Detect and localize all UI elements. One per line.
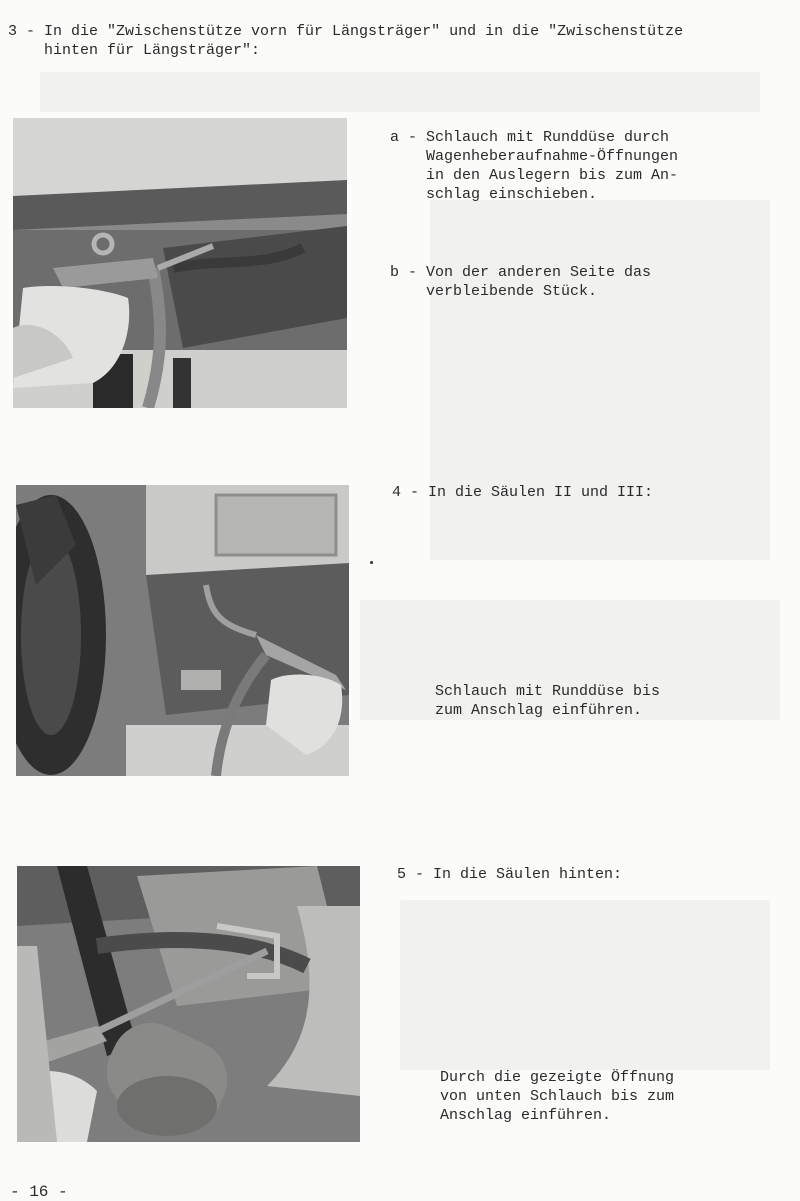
section-5-caption-line-1: Durch die gezeigte Öffnung: [440, 1069, 675, 1086]
bleed-through-block-right: [430, 200, 770, 560]
bleed-through-band-top: [40, 72, 760, 112]
section-3-b-line-1: b - Von der anderen Seite das: [390, 264, 652, 281]
section-5-caption-line-3: Anschlag einführen.: [440, 1107, 612, 1124]
photo-spray-gun-longitudinal-member: [13, 118, 347, 408]
section-3-a-line-1: a - Schlauch mit Runddüse durch: [390, 129, 670, 146]
section-3-b-line-2: verbleibende Stück.: [390, 283, 598, 300]
section-4-caption-line-2: zum Anschlag einführen.: [435, 702, 643, 719]
section-3-a-line-3: in den Auslegern bis zum An-: [390, 167, 679, 184]
section-3-heading-line-2: hinten für Längsträger":: [8, 42, 261, 59]
section-3-a-line-2: Wagenheberaufnahme-Öffnungen: [390, 148, 679, 165]
section-3-heading-line-1: 3 - In die "Zwischenstütze vorn für Längsträger" und in die "Zwischenstütze: [8, 23, 684, 40]
section-4-title: 4 - In die Säulen II und III:: [392, 484, 654, 501]
page-number: - 16 -: [10, 1183, 68, 1201]
section-5-caption-line-2: von unten Schlauch bis zum: [440, 1088, 675, 1105]
section-5-title: 5 - In die Säulen hinten:: [397, 866, 623, 883]
photo-spray-gun-pillars-2-3: [16, 485, 349, 776]
section-4-caption-line-1: Schlauch mit Runddüse bis: [435, 683, 661, 700]
stray-dot: [370, 561, 373, 564]
photo-spray-gun-rear-pillars: [17, 866, 360, 1142]
bleed-through-block-low: [400, 900, 770, 1070]
section-3-a-line-4: schlag einschieben.: [390, 186, 598, 203]
